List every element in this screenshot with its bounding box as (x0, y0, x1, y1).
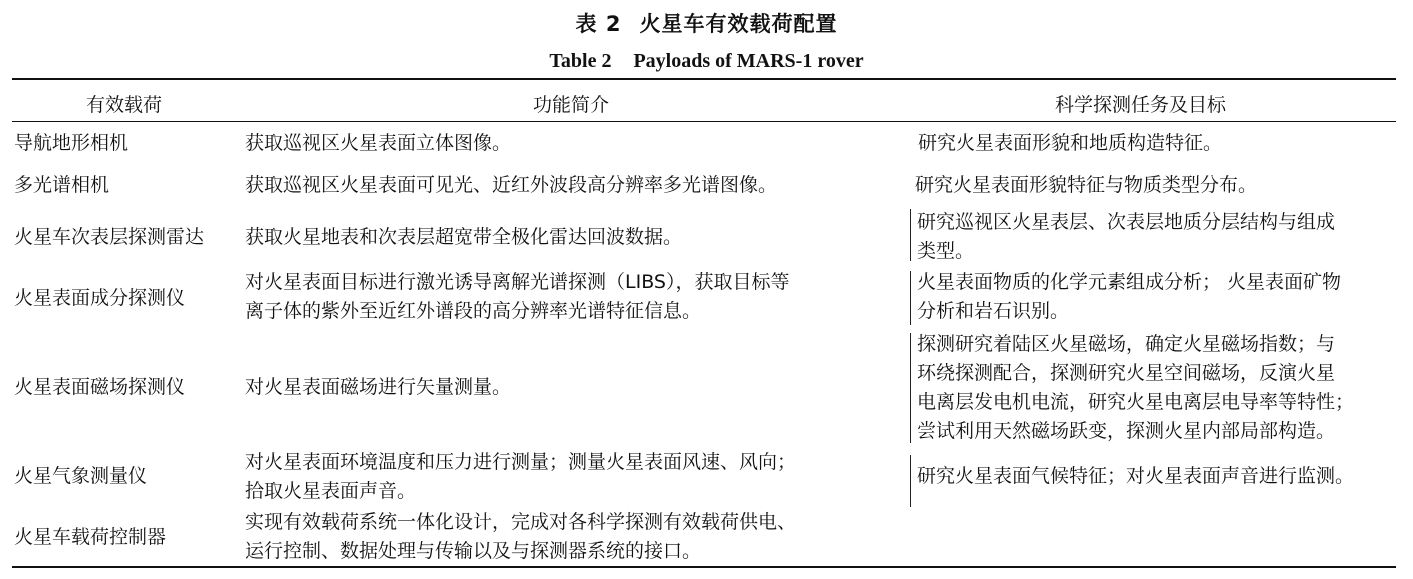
row-5-objective-line: 研究火星表面气候特征；对火星表面声音进行监测。 (917, 465, 1355, 487)
table-header-rule (12, 121, 1396, 122)
row-0-objective (918, 129, 1222, 158)
row-0-payload: 导航地形相机 (14, 132, 129, 154)
caption-en-text: Payloads of MARS-1 rover (633, 50, 864, 72)
row-1-function-line: 获取巡视区火星表面可见光、近红外波段高分辨率多光谱图像。 (245, 174, 778, 196)
row-2-objective-line: 研究巡视区火星表层、次表层地质分层结构与组成 (917, 211, 1336, 233)
table-top-rule (12, 78, 1396, 80)
row-1-function (245, 171, 777, 200)
caption-cn-number: 表 2 (575, 12, 622, 36)
row-6-function (245, 508, 796, 566)
row-0-function (245, 129, 511, 158)
row-2-objective-divider (910, 209, 911, 261)
row-2-objective-line: 类型。 (917, 240, 975, 262)
row-4-objective-line: 尝试利用天然磁场跃变，探测火星内部局部构造。 (917, 420, 1336, 442)
row-5-objective-divider (910, 455, 911, 507)
row-3-payload: 火星表面成分探测仪 (14, 287, 186, 309)
row-6-function-line: 实现有效载荷系统一体化设计，完成对各科学探测有效载荷供电、 (245, 511, 797, 533)
row-4-function-line: 对火星表面磁场进行矢量测量。 (245, 376, 512, 398)
row-4-objective-line: 探测研究着陆区火星磁场，确定火星磁场指数；与 (917, 333, 1336, 355)
row-6-payload: 火星车载荷控制器 (14, 526, 167, 548)
row-3-objective-divider (910, 271, 911, 325)
row-3-function-line: 离子体的紫外至近红外谱段的高分辨率光谱特征信息。 (245, 300, 702, 322)
row-0-function-line: 获取巡视区火星表面立体图像。 (245, 132, 512, 154)
row-4-objective-line: 电离层发电机电流，研究火星电离层电导率等特性； (917, 391, 1355, 413)
row-4-objective (917, 330, 1354, 446)
row-5-function (245, 448, 796, 506)
row-4-function (245, 373, 511, 402)
row-4-payload: 火星表面磁场探测仪 (14, 376, 186, 398)
table-caption-en (0, 50, 1413, 73)
row-2-function-line: 获取火星地表和次表层超宽带全极化雷达回波数据。 (245, 226, 683, 248)
table-caption-cn (0, 8, 1413, 38)
row-3-function (245, 268, 789, 326)
row-5-function-line: 拾取火星表面声音。 (245, 480, 417, 502)
row-5-function-line: 对火星表面环境温度和压力进行测量；测量火星表面风速、风向； (245, 451, 797, 473)
row-3-objective-line: 分析和岩石识别。 (917, 300, 1070, 322)
row-1-objective (915, 171, 1257, 200)
header-objective: 科学探测任务及目标 (1055, 94, 1227, 116)
row-1-payload: 多光谱相机 (14, 174, 110, 196)
row-1-objective-line: 研究火星表面形貌特征与物质类型分布。 (915, 174, 1258, 196)
row-6-function-line: 运行控制、数据处理与传输以及与探测器系统的接口。 (245, 540, 702, 562)
caption-en-number: Table 2 (549, 50, 612, 72)
row-3-function-line: 对火星表面目标进行激光诱导离解光谱探测（LIBS），获取目标等 (245, 271, 790, 293)
row-2-objective (917, 208, 1335, 266)
caption-cn-text: 火星车有效载荷配置 (639, 12, 838, 36)
row-4-objective-line: 环绕探测配合，探测研究火星空间磁场，反演火星 (917, 362, 1336, 384)
table-bottom-rule (12, 566, 1396, 568)
row-2-function (245, 223, 682, 252)
row-3-objective (917, 268, 1341, 326)
row-3-objective-line: 火星表面物质的化学元素组成分析； 火星表面矿物 (917, 271, 1342, 293)
header-payload: 有效载荷 (86, 94, 163, 116)
header-function: 功能简介 (533, 94, 610, 116)
row-5-payload: 火星气象测量仪 (14, 465, 148, 487)
row-4-objective-divider (910, 333, 911, 443)
row-2-payload: 火星车次表层探测雷达 (14, 226, 205, 248)
row-5-objective (917, 462, 1354, 491)
row-0-objective-line: 研究火星表面形貌和地质构造特征。 (918, 132, 1223, 154)
